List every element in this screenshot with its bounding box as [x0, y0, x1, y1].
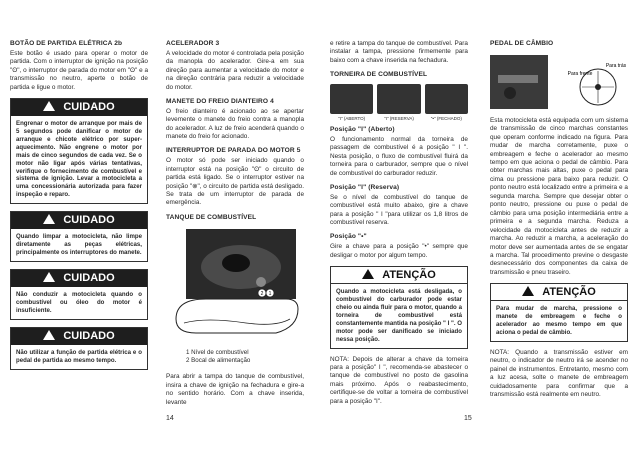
- gear-pedal-illustration: [490, 53, 628, 111]
- caution-header: CUIDADO: [11, 212, 147, 229]
- page-number-left: 14: [166, 415, 174, 422]
- fuel-valve-heading: TORNEIRA DE COMBUSTÍVEL: [330, 71, 428, 79]
- gear-pedal-text: Esta motocicleta está equipada com um sistema de transmissão de cinco marchas constantes que operam conforme indicado na figura. Para mudar de marcha corretamente, puxe o embreagem e feche o acelerador ao mesmo tempo em que aciona o pedal de câmbio. Para obter marchas mais altas, puxe o pedal para cima ou pressione para baixo para reduzir. O ponto neutro está localizado entre a primeira e a segunda marcha. Sempre que desejar obter o ponto neutro, pressione ou puxe o pedal de câmbio para uma posição intermediária entre a primeira e a segunda marcha. Reduza a velocidade da motocicleta antes de reduzir a marcha. Ao reduzir a marcha, a aceleração do motor deve ser aumentada antes de se engatar a marcha. Tal procedimento previne o desgaste desnecessário dos componentes da caixa de transmissão e pneu traseiro.: [490, 116, 628, 276]
- accelerator-heading: ACELERADOR 3: [166, 40, 220, 47]
- front-brake-heading: MANETE DO FREIO DIANTEIRO 4: [166, 97, 274, 105]
- valve-labels: "I" (ABERTO) "I" (RESERVA) "•" (FECHADO): [338, 116, 462, 122]
- electric-start-heading: BOTÃO DE PARTIDA ELÉTRICA 2b: [10, 40, 123, 47]
- gear-label-front: Para frente: [567, 70, 593, 77]
- engine-stop-heading: INTERRUPTOR DE PARADA DO MOTOR 5: [166, 147, 301, 155]
- position-closed-heading: Posição "•": [330, 233, 367, 241]
- caution-header: CUIDADO: [11, 99, 147, 116]
- attention-box-1: [330, 266, 468, 348]
- column-3: [330, 40, 468, 412]
- position-reserve-text: Se o nível de combustível do tanque de combustível está muito abaixo, gire a chave para a posição " I "para utilizar os 1,8 litros de combustível reserva.: [330, 193, 468, 227]
- fuel-tank-heading: TANQUE DE COMBUSTÍVEL: [166, 213, 257, 221]
- position-closed-text: Gire a chave para a posição "•" sempre que desligar o motor por algum tempo.: [330, 243, 468, 259]
- gear-pedal-heading: PEDAL DE CÂMBIO: [490, 40, 554, 47]
- attention-header: ATENÇÃO: [331, 267, 467, 284]
- engine-stop-text: O motor só pode ser iniciado quando o interruptor está na posição "ʘ" o circuito de partida está ligado. Se o interruptor estiver na posição "⊗", o circuito de partida está desligado. Se trata de um interruptor de parada de emergência.: [166, 157, 304, 207]
- attention-header: ATENÇÃO: [491, 284, 627, 301]
- valve-reserve-photo: [377, 84, 420, 114]
- position-reserve-heading: Posição "I" (Reserva): [330, 183, 400, 191]
- valve-closed-photo: [425, 84, 468, 114]
- note-text: NOTA: Depois de alterar a chave da torneira para a posição" I ", recomenda-se abastecer o tanque de combustível no posto de gasolina mais próximo. Após o reabastecimento, certifique-se de voltar a torneira de combustível para a posição "I".: [330, 355, 468, 405]
- note-text: NOTA: Quando a transmissão estiver em neutro, o indicador de neutro irá se acender no painel de instrumentos. Entretanto, mesmo com a luz acesa, solte o manete de embreagem cuidadosamente para confirmar que a transmissão está realmente em neutro.: [490, 349, 628, 399]
- front-brake-text: O freio dianteiro é acionado ao se apertar levemente o manete do freio contra a manopla do acelerador. A luz de freio acenderá quando o manete do freio for acionado.: [166, 107, 304, 141]
- accelerator-text: A velocidade do motor é controlada pela posição da manopla do acelerador. Gire-a em sua direção para aumentar a velocidade do motor e na direção contrária para reduzir a velocidade do motor.: [166, 49, 304, 91]
- figure-caption: 1 Nível de combustível 2 Bocal de alimentação: [186, 348, 251, 364]
- gear-label-back: Para trás: [605, 62, 627, 69]
- valve-figures: [330, 84, 468, 114]
- position-open-heading: Posição "I" (Aberto): [330, 126, 395, 133]
- attention-text: Para mudar de marcha, pressione o manete de embreagem e feche o acelerador ao mesmo tempo em que aciona o pedal de câmbio.: [496, 305, 622, 337]
- caution-text: Não utilizar a função de partida elétrica e o pedal de partida ao mesmo tempo.: [16, 348, 142, 364]
- warning-icon: [362, 269, 374, 279]
- position-open-text: O funcionamento normal da torneira de passagem de combustível é a posição " I ". Nesta posição, o fluxo de combustível fluirá da torneira para o carburador, sempre que o nível de combustível do carburador reduzir.: [330, 135, 468, 177]
- caution-text: Engrenar o motor de arranque por mais de 5 segundos pode danificar o motor de arranque e chicote elétrico por super-aquecimento. Não engrene o motor por mais de cinco segundos de cada vez. Se o motor não ligar após várias tentativas, verifique o fornecimento de combustível e sistema de ignição. Levar a motocicleta a uma concessionária autorizada para fazer inspeção e reparo.: [16, 119, 142, 199]
- callout-1: 1: [268, 290, 272, 297]
- electric-start-text: Este botão é usado para operar o motor de partida. Com o interruptor de ignição na posição "ʘ", o interruptor de parada do motor em "ʘ" e a transmissão no neutro, aperte o botão de partida e ligue o motor.: [10, 49, 148, 91]
- page-number-right: 15: [464, 415, 472, 422]
- warning-icon: [522, 286, 534, 296]
- caution-text: Quando limpar a motocicleta, não limpe diretamente as peças elétricas, principalmente os interruptores do manete.: [16, 233, 142, 257]
- attention-text: Quando a motocicleta está desligada, o combustível do carburador pode estar cheio ou ainda fluir para o motor, quando a torneira de combustível está constantemente mantida na posição " I ". O motor pode ser danificado se iniciado nessa posição.: [336, 288, 462, 343]
- fuel-tank-text: Para abrir a tampa do tanque de combustível, insira a chave de ignição na fechadura e gire-a no sentido horário. Com a chave inserida, levante: [166, 373, 304, 406]
- fuel-cap-text: e retire a tampa do tanque de combustível. Para instalar a tampa, pressione firmemente para baixo com a chave inserida na fechadura.: [330, 40, 468, 64]
- valve-open-photo: [330, 84, 373, 114]
- column-4: [490, 40, 628, 406]
- caution-header: CUIDADO: [11, 270, 147, 287]
- gear-pedal-figure: [490, 53, 628, 111]
- callout-2: 2: [260, 290, 264, 297]
- attention-box-2: [490, 283, 628, 342]
- caution-text: Não conduzir a motocicleta quando o combustível ou óleo do motor é insuficiente.: [16, 290, 142, 314]
- caution-header: CUIDADO: [11, 328, 147, 345]
